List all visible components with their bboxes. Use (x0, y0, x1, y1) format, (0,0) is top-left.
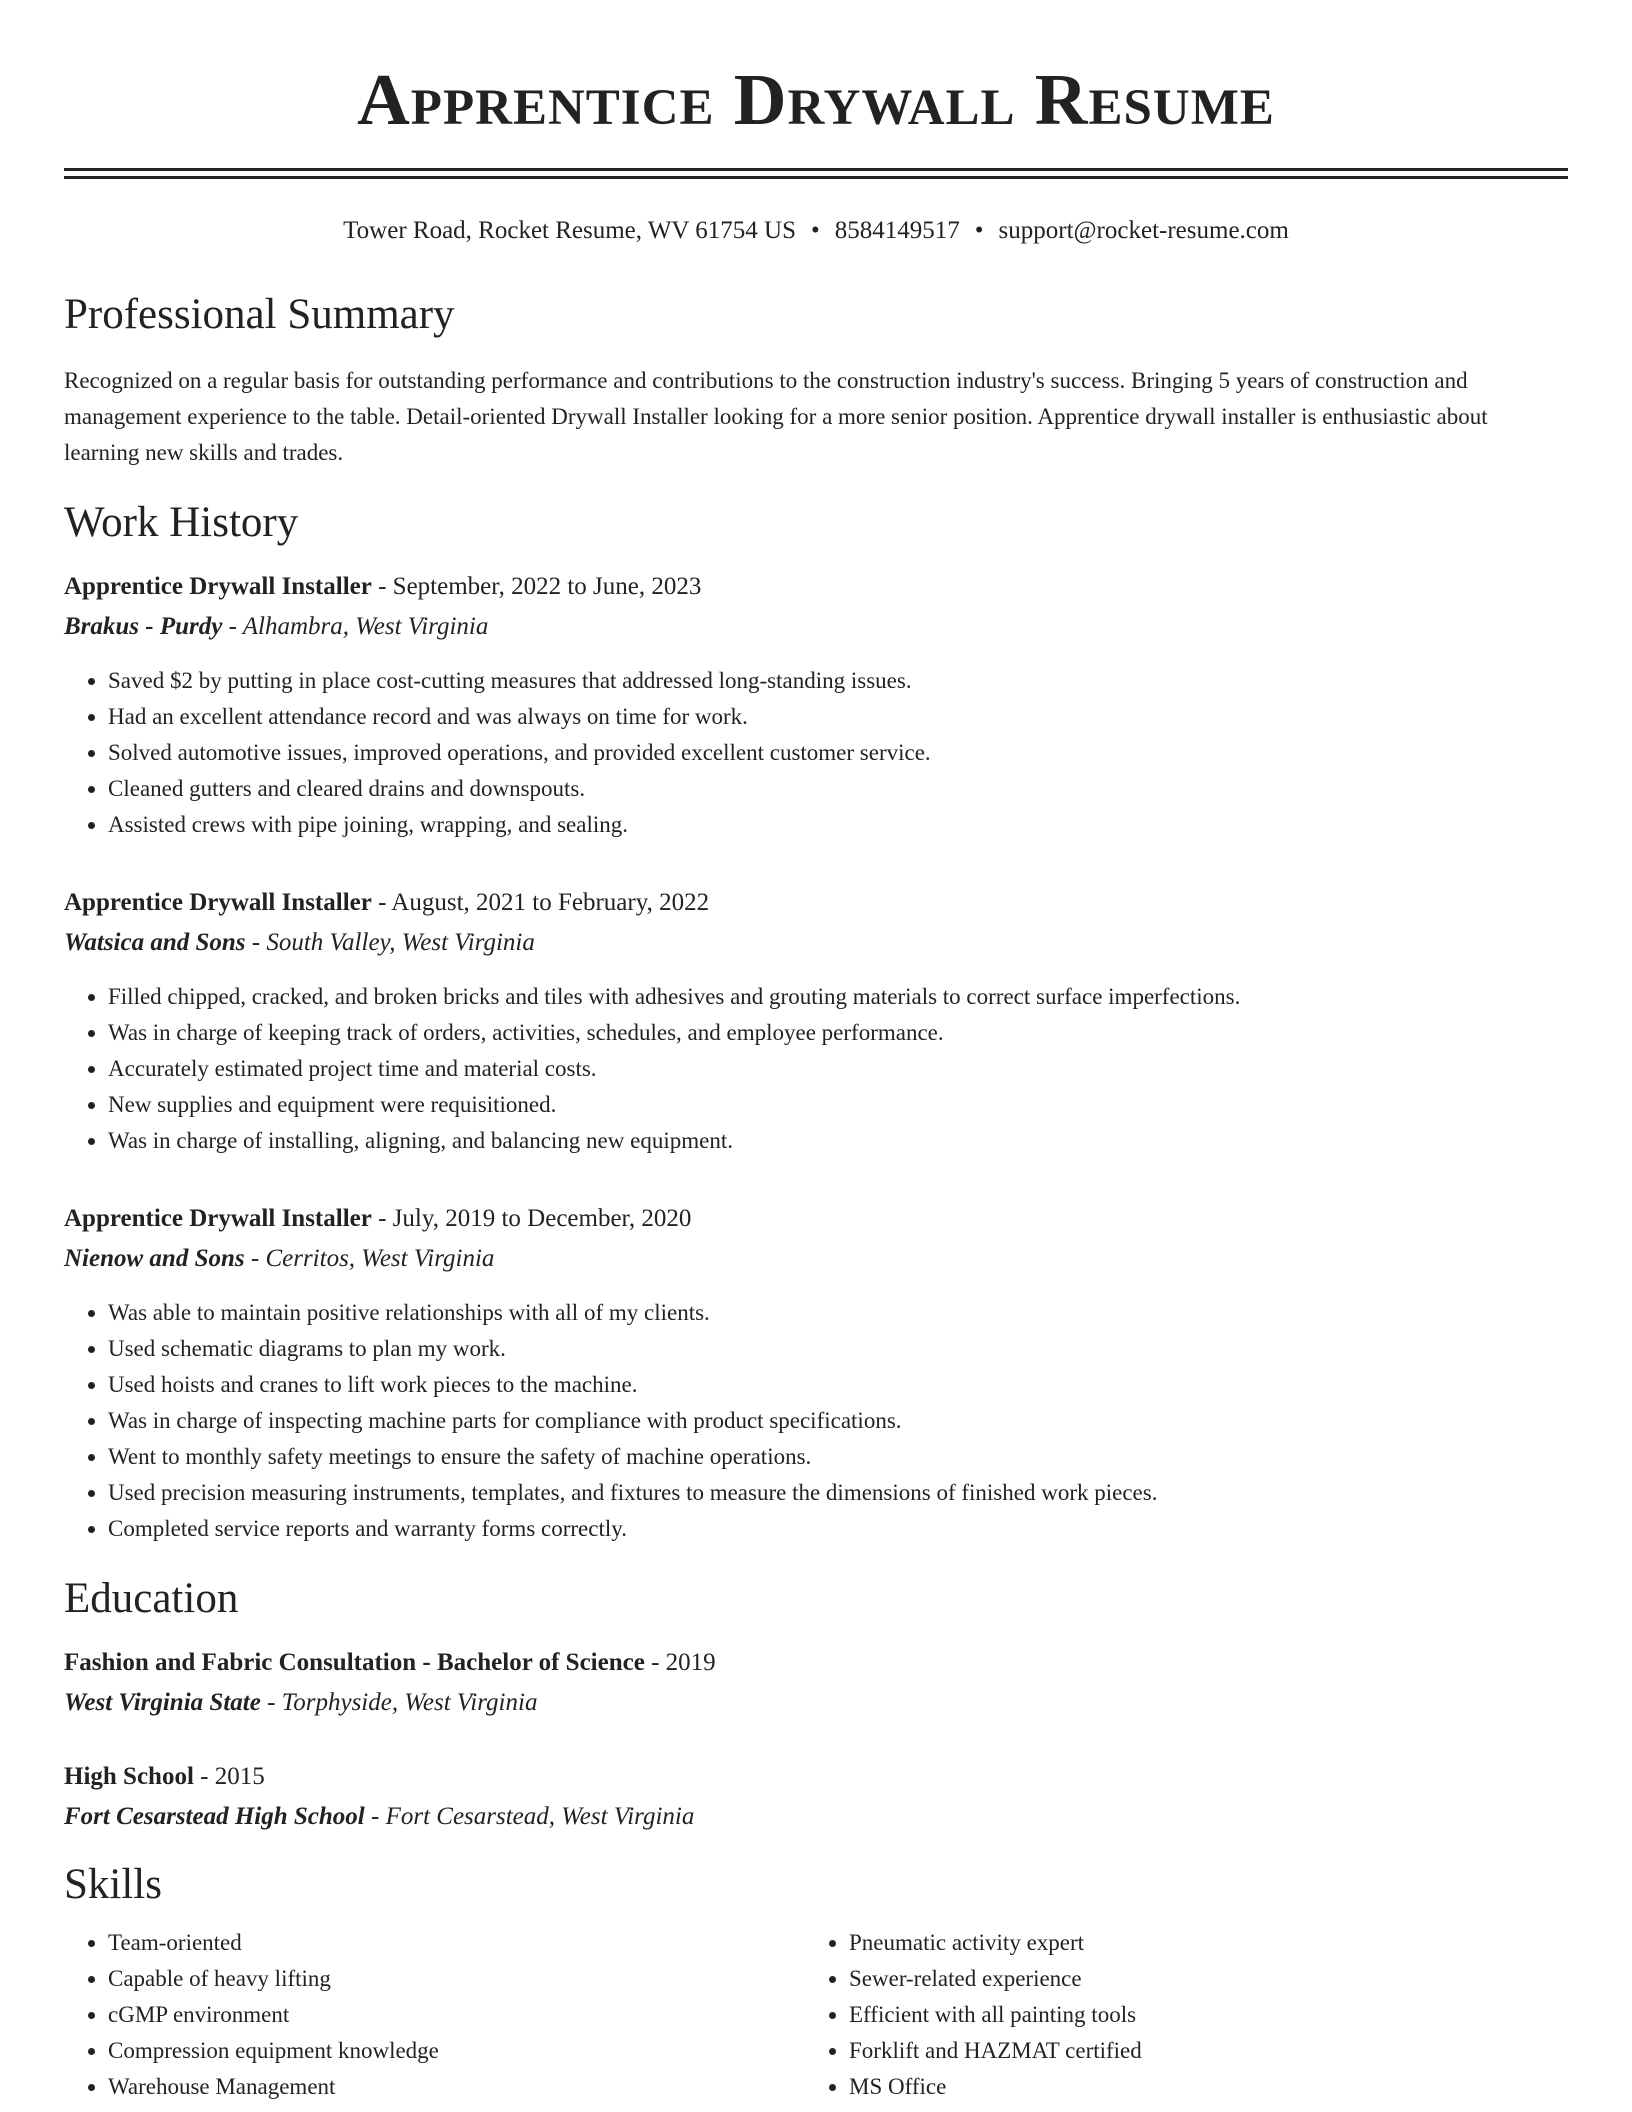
job-role: Apprentice Drywall Installer (64, 573, 372, 600)
job-entry (64, 569, 1568, 843)
skills-list (64, 1925, 805, 2105)
skill-item: • MS Office (849, 2069, 1546, 2105)
education-school: West Virginia State (64, 1689, 261, 1716)
education-degree-line (64, 1759, 1568, 1795)
job-bullet: • Solved automotive issues, improved operations, and provided excellent customer service. (108, 735, 1568, 771)
summary-text: Recognized on a regular basis for outstanding performance and contributions to the construction industry's success. Bringing 5 years of construction and management experience to the table. Detail-oriented Drywall Installer looking for a more senior position. Apprentice drywall installer is enthusiastic about learning new skills and trades. (64, 368, 1488, 465)
job-bullet: • New supplies and equipment were requisitioned. (108, 1087, 1568, 1123)
education-degree: High School (64, 1763, 194, 1790)
education-school-line (64, 1799, 1568, 1835)
education-year: - 2019 (644, 1649, 716, 1676)
job-bullet: • Used precision measuring instruments, templates, and fixtures to measure the dimensions of finished work pieces. (108, 1475, 1568, 1511)
skills-column-right (805, 1925, 1546, 2105)
work-history-heading: Work History (64, 499, 299, 546)
job-bullet: • Was in charge of inspecting machine parts for compliance with product specifications. (108, 1403, 1568, 1439)
job-role: Apprentice Drywall Installer (64, 889, 372, 916)
education-school: Fort Cesarstead High School (64, 1803, 365, 1830)
education-entry (64, 1645, 1568, 1721)
job-bullets (64, 1295, 1568, 1547)
skills-list (805, 1925, 1546, 2105)
job-dates: - September, 2022 to June, 2023 (371, 573, 702, 600)
job-bullet: • Was in charge of installing, aligning, and balancing new equipment. (108, 1123, 1568, 1159)
skill-item: • Team-oriented (108, 1925, 805, 1961)
job-location: - Alhambra, West Virginia (222, 613, 489, 640)
summary-heading: Professional Summary (64, 291, 455, 338)
skill-item: • Pneumatic activity expert (849, 1925, 1546, 1961)
job-company-line (64, 609, 1568, 645)
education-degree: Fashion and Fabric Consultation - Bachelor of Science (64, 1649, 645, 1676)
job-bullet: • Was in charge of keeping track of orders, activities, schedules, and employee performance. (108, 1015, 1568, 1051)
skill-item: • Capable of heavy lifting (108, 1961, 805, 1997)
skills-grid (64, 1925, 1568, 2105)
skill-item: • Warehouse Management (108, 2069, 805, 2105)
job-title-line (64, 1201, 1568, 1237)
job-bullet: • Saved $2 by putting in place cost-cutting measures that addressed long-standing issues. (108, 663, 1568, 699)
skill-item: • Compression equipment knowledge (108, 2033, 805, 2069)
job-bullet: • Accurately estimated project time and material costs. (108, 1051, 1568, 1087)
skills-column-left (64, 1925, 805, 2105)
contact-line (64, 215, 1568, 247)
education-heading: Education (64, 1575, 239, 1622)
education-school-line (64, 1685, 1568, 1721)
job-title-line (64, 885, 1568, 921)
job-company: Nienow and Sons (64, 1245, 245, 1272)
title-double-rule (64, 168, 1568, 179)
job-bullet: • Had an excellent attendance record and was always on time for work. (108, 699, 1568, 735)
education-location: - Fort Cesarstead, West Virginia (364, 1803, 695, 1830)
job-bullets (64, 663, 1568, 843)
job-location: - Cerritos, West Virginia (244, 1245, 495, 1272)
skill-item: • Efficient with all painting tools (849, 1997, 1546, 2033)
job-bullet: • Cleaned gutters and cleared drains and downspouts. (108, 771, 1568, 807)
job-bullet: • Filled chipped, cracked, and broken bricks and tiles with adhesives and grouting materials to correct surface imperfections. (108, 979, 1568, 1015)
job-bullet: • Went to monthly safety meetings to ensure the safety of machine operations. (108, 1439, 1568, 1475)
job-location: - South Valley, West Virginia (245, 929, 535, 956)
job-company: Watsica and Sons (64, 929, 246, 956)
skills-heading: Skills (64, 1861, 162, 1908)
contact-address: Tower Road, Rocket Resume, WV 61754 US (343, 217, 796, 244)
job-role: Apprentice Drywall Installer (64, 1205, 372, 1232)
job-bullet: • Used hoists and cranes to lift work pieces to the machine. (108, 1367, 1568, 1403)
contact-separator: • (811, 217, 820, 244)
contact-phone: 8584149517 (834, 217, 960, 244)
resume-title: Apprentice Drywall Resume (357, 59, 1275, 140)
job-title-line (64, 569, 1568, 605)
job-dates: - July, 2019 to December, 2020 (371, 1205, 692, 1232)
job-company-line (64, 1241, 1568, 1277)
skill-item: • cGMP environment (108, 1997, 805, 2033)
job-company-line (64, 925, 1568, 961)
job-dates: - August, 2021 to February, 2022 (371, 889, 710, 916)
job-entry (64, 1201, 1568, 1547)
education-location: - Torphyside, West Virginia (260, 1689, 538, 1716)
skill-item: • Forklift and HAZMAT certified (849, 2033, 1546, 2069)
job-bullet: • Completed service reports and warranty forms correctly. (108, 1511, 1568, 1547)
education-entry (64, 1759, 1568, 1835)
job-entry (64, 885, 1568, 1159)
job-bullet: • Assisted crews with pipe joining, wrapping, and sealing. (108, 807, 1568, 843)
contact-email: support@rocket-resume.com (998, 217, 1289, 244)
job-bullets (64, 979, 1568, 1159)
education-degree-line (64, 1645, 1568, 1681)
job-bullet: • Was able to maintain positive relationships with all of my clients. (108, 1295, 1568, 1331)
education-year: - 2015 (193, 1763, 265, 1790)
contact-separator: • (974, 217, 984, 244)
job-company: Brakus - Purdy (64, 613, 223, 640)
skill-item: • Sewer-related experience (849, 1961, 1546, 1997)
job-bullet: • Used schematic diagrams to plan my work. (108, 1331, 1568, 1367)
